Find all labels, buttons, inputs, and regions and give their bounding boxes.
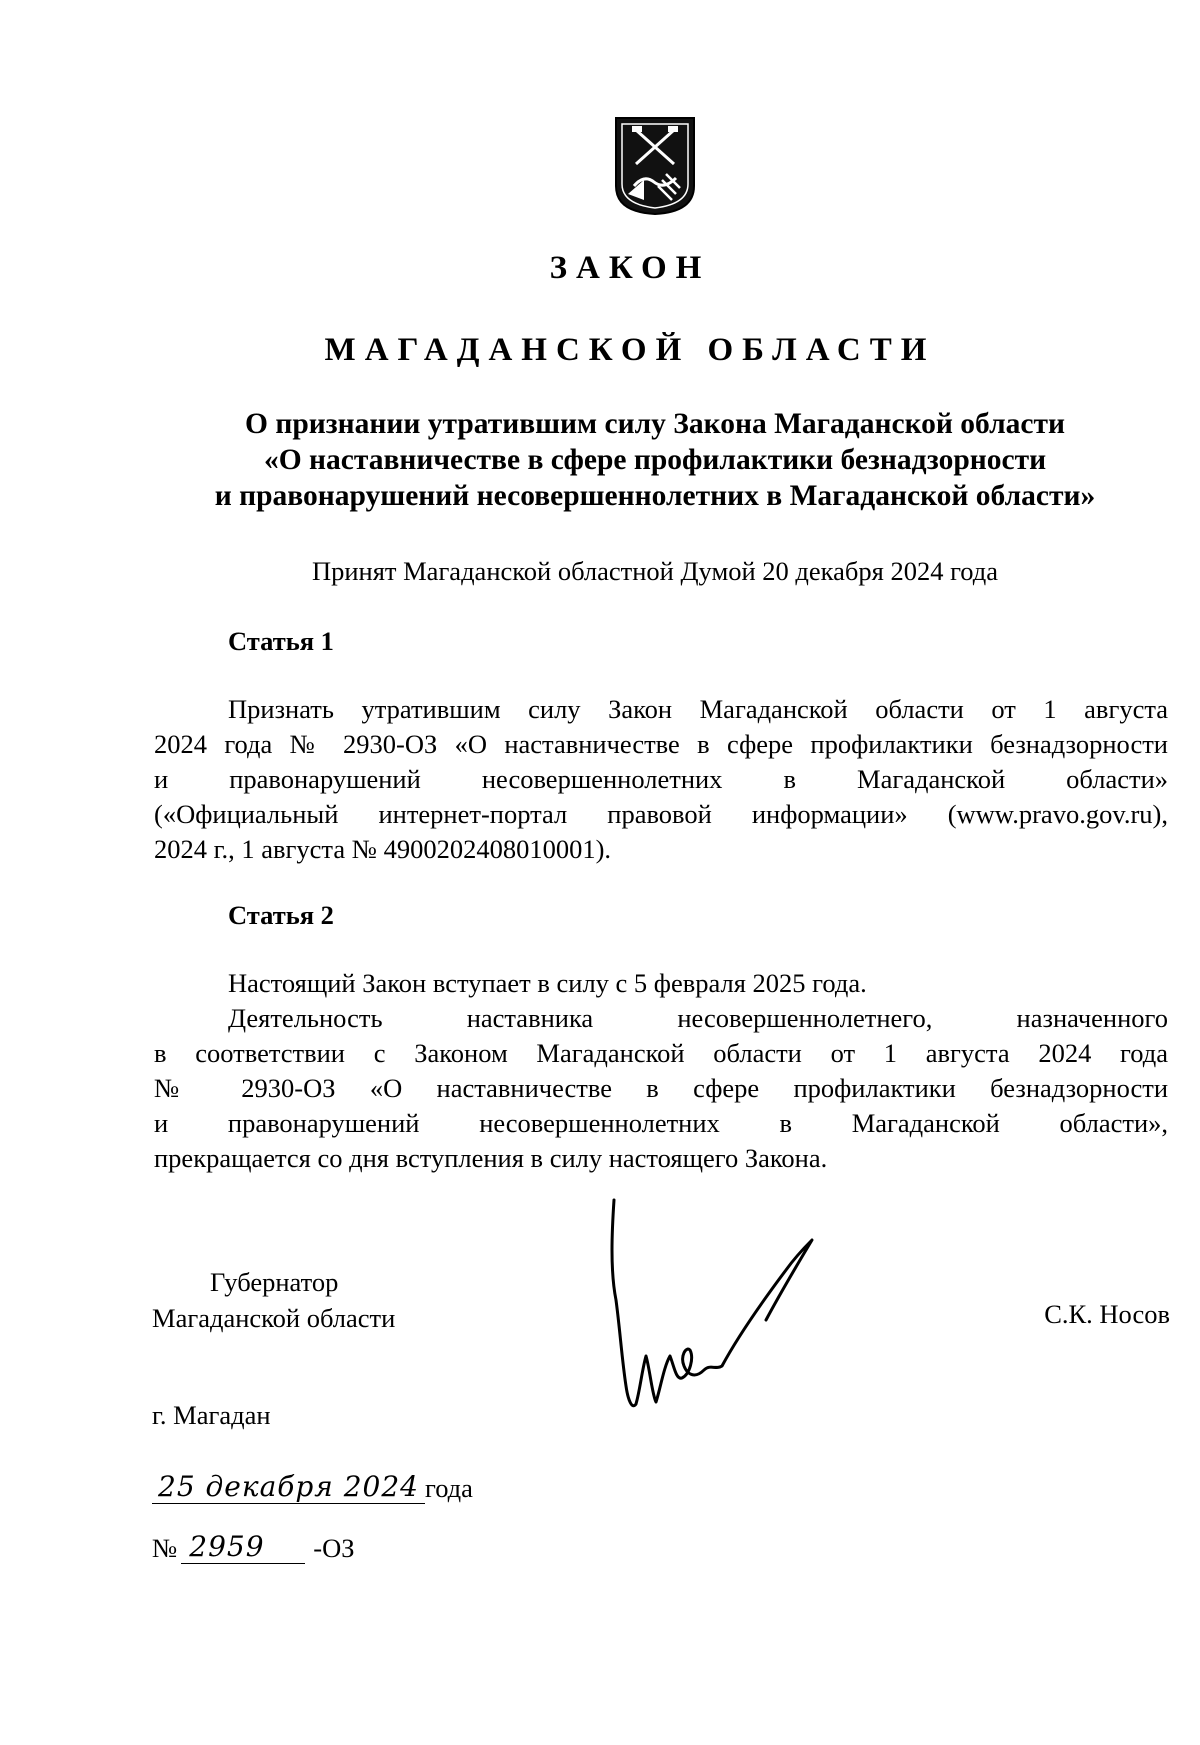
region-title: МАГАДАНСКОЙ ОБЛАСТИ [324,332,936,368]
heading-line: и правонарушений несовершеннолетних в Магаданской области» [214,480,1096,512]
law-title: ЗАКОН [549,250,711,286]
handwritten-number: 2959 [181,1530,305,1564]
handwritten-signature-icon [586,1190,846,1430]
number-prefix: № [152,1533,178,1563]
heading-line: О признании утратившим силу Закона Магаданской области [245,408,1065,440]
signatory-name: С.К. Носов [1044,1299,1170,1329]
signatory-position [152,1264,395,1336]
article-1-text [154,692,1168,867]
text-line: Настоящий Закон вступает в силу с 5 февраля 2025 года. [228,968,867,998]
text-line: («Официальный интернет-портал правовой информации» (www.pravo.gov.ru), [154,799,1168,829]
number-suffix: -ОЗ [313,1533,355,1563]
text-line: и правонарушений несовершеннолетних в Магаданской области» [154,764,1168,794]
article-2-text [154,966,1168,1176]
signing-date [152,1470,473,1504]
text-line: прекращается со дня вступления в силу настоящего Закона. [154,1143,828,1173]
handwritten-date: 25 декабря 2024 [152,1470,425,1504]
text-line: 2024 года № 2930-ОЗ «О наставничестве в сфере профилактики безнадзорности [154,729,1168,759]
text-line: 2024 г., 1 августа № 4900202408010001). [154,834,612,864]
article-1-title: Статья 1 [228,626,334,656]
law-heading [150,406,1160,514]
position-line: Губернатор [210,1267,339,1297]
heading-line: «О наставничестве в сфере профилактики безнадзорности [263,444,1047,476]
text-line: в соответствии с Законом Магаданской области от 1 августа 2024 года [154,1038,1168,1068]
position-line: Магаданской области [152,1303,396,1333]
text-line: Признать утратившим силу Закон Магаданской области от 1 августа [228,694,1168,724]
law-number [152,1530,355,1564]
date-suffix: года [424,1473,473,1503]
text-line: и правонарушений несовершеннолетних в Магаданской области», [154,1108,1168,1138]
magadan-coat-of-arms-icon [614,116,696,216]
article-2-title: Статья 2 [228,900,334,930]
text-line: Деятельность наставника несовершеннолетнего, назначенного [228,1003,1168,1033]
place-of-signing: г. Магадан [152,1400,271,1430]
text-line: № 2930-ОЗ «О наставничестве в сфере профилактики безнадзорности [154,1073,1168,1103]
adoption-note: Принят Магаданской областной Думой 20 декабря 2024 года [311,556,999,586]
